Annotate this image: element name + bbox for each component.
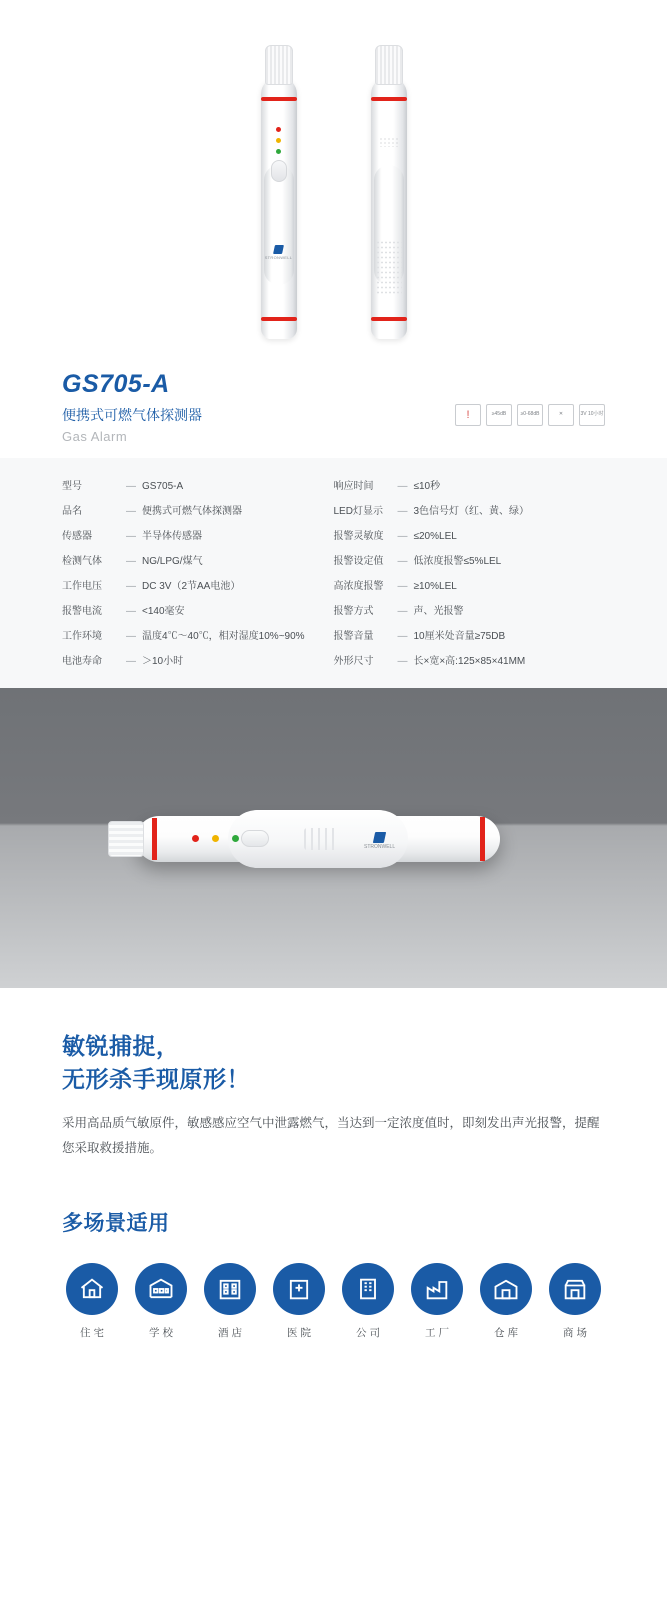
scene-label: 仓库: [494, 1326, 521, 1339]
spec-label: 报警电流: [62, 606, 102, 617]
led-red-icon: [192, 835, 199, 842]
spec-dash: —: [397, 556, 408, 567]
table-row: [62, 547, 334, 572]
table-row: [62, 472, 334, 497]
device-front-waist: [264, 165, 294, 285]
mall-icon: [549, 1263, 601, 1315]
table-row: [334, 572, 606, 597]
feature-heading-line1: 敏锐捕捉，: [62, 1033, 180, 1059]
spec-label: 报警设定值: [333, 556, 384, 567]
scene-item-school: [131, 1263, 191, 1340]
factory-icon: [411, 1263, 463, 1315]
table-row: [334, 597, 606, 622]
spec-value: 温度4℃～40℃，相对湿度10%~90%: [142, 631, 305, 642]
device-front-red-stripe-top: [261, 97, 297, 101]
hospital-icon: [273, 1263, 325, 1315]
spec-dash: —: [397, 631, 408, 642]
spec-label: 品名: [62, 506, 82, 517]
spec-value: ≤20%LEL: [413, 531, 457, 542]
scene-label: 公司: [356, 1326, 383, 1339]
spec-dash: —: [397, 656, 408, 667]
table-row: [334, 472, 606, 497]
product-name-en: Gas Alarm: [62, 429, 128, 444]
device-horizontal-power-button: [241, 830, 269, 847]
spec-label: 电池寿命: [62, 656, 102, 667]
spec-dash: —: [126, 506, 136, 517]
spec-label: 报警音量: [333, 631, 374, 642]
spec-column-right: [334, 472, 606, 672]
scene-list: [62, 1263, 605, 1340]
spec-dash: —: [397, 606, 408, 617]
device-front-logo: [265, 245, 293, 260]
led-red-icon: [276, 127, 281, 132]
spec-label: 外形尺寸: [333, 656, 374, 667]
spec-label: 报警灵敏度: [333, 531, 384, 542]
spec-value: GS705-A: [142, 481, 184, 492]
device-horizontal-logo: [364, 832, 395, 850]
speaker-icon: [379, 137, 399, 147]
device-power-button: [271, 160, 287, 182]
device-front-image: [249, 45, 309, 345]
led-yellow-icon: [276, 138, 281, 143]
cert-45db-badge: ≥45dB: [486, 404, 512, 426]
spec-dash: —: [126, 481, 136, 492]
table-row: [334, 547, 606, 572]
warning-icon: !: [455, 404, 481, 426]
scenes-heading: 多场景适用: [62, 1211, 170, 1235]
spec-value: 长×宽×高:125×85×41MM: [413, 656, 526, 667]
spec-value: 低浓度报警≤5%LEL: [413, 556, 502, 567]
office-icon: [342, 1263, 394, 1315]
hotel-icon: [204, 1263, 256, 1315]
table-row: [62, 622, 334, 647]
table-row: [62, 522, 334, 547]
cert-cross-icon: ✕: [548, 404, 574, 426]
table-row: [62, 497, 334, 522]
device-horizontal-vent-grill: [304, 828, 338, 850]
spec-dash: —: [126, 581, 136, 592]
scene-label: 工厂: [425, 1326, 452, 1339]
spec-dash: —: [126, 531, 136, 542]
hero-section: [0, 0, 667, 360]
device-images: [0, 45, 667, 345]
scene-item-company: [338, 1263, 398, 1340]
spec-dash: —: [126, 631, 136, 642]
device-back-red-stripe-bottom: [371, 317, 407, 321]
device-horizontal-leds: [192, 835, 239, 842]
spec-label: 传感器: [62, 531, 92, 542]
device-led-indicators: [276, 127, 281, 160]
device-horizontal-cap: [108, 821, 144, 857]
spec-value: 半导体传感器: [142, 531, 202, 542]
scene-label: 医院: [287, 1326, 314, 1339]
feature-section: [0, 988, 667, 1161]
device-back-red-stripe-top: [371, 97, 407, 101]
table-row: [62, 572, 334, 597]
device-back-image: [359, 45, 419, 345]
spec-value: NG/LPG/煤气: [142, 556, 203, 567]
spec-value: DC 3V（2节AA电池）: [142, 581, 241, 592]
cert-nondb-badge: ≥0-68dB: [517, 404, 543, 426]
spec-label: LED灯显示: [333, 506, 383, 517]
spec-value: ≤10秒: [413, 481, 441, 492]
spec-dash: —: [126, 606, 136, 617]
spec-value: <140毫安: [142, 606, 185, 617]
spec-value: 3色信号灯（红、黄、绿）: [413, 506, 530, 517]
scene-item-hotel: [200, 1263, 260, 1340]
specifications-table: [0, 458, 667, 688]
table-row: [62, 647, 334, 672]
spec-label: 报警方式: [333, 606, 374, 617]
led-green-icon: [276, 149, 281, 154]
spec-label: 型号: [62, 481, 82, 492]
scene-label: 商场: [563, 1326, 590, 1339]
device-back-cap: [375, 45, 403, 85]
scene-label: 酒店: [218, 1326, 245, 1339]
led-yellow-icon: [212, 835, 219, 842]
brand-mark-icon: [373, 832, 386, 843]
device-horizontal-red-stripe-right: [480, 817, 485, 861]
product-title-block: [0, 360, 667, 444]
house-icon: [66, 1263, 118, 1315]
scene-label: 学校: [149, 1326, 176, 1339]
warehouse-icon: [480, 1263, 532, 1315]
table-row: [334, 497, 606, 522]
table-row: [334, 647, 606, 672]
scenes-section: [0, 1161, 667, 1340]
device-horizontal-red-stripe-left: [152, 818, 157, 860]
spec-dash: —: [397, 481, 408, 492]
device-front-cap: [265, 45, 293, 85]
brand-mark-icon: [273, 245, 284, 254]
spec-label: 工作电压: [62, 581, 102, 592]
table-row: [62, 597, 334, 622]
device-front-red-stripe-bottom: [261, 317, 297, 321]
spec-value: 声、光报警: [413, 606, 464, 617]
device-back-vent-grill: [376, 240, 402, 296]
spec-value: ＞10小时: [142, 656, 184, 667]
spec-dash: —: [397, 531, 408, 542]
product-banner-section: [0, 688, 667, 988]
spec-dash: —: [397, 506, 408, 517]
scene-label: 住宅: [80, 1326, 107, 1339]
scene-item-mall: [545, 1263, 605, 1340]
scene-item-factory: [407, 1263, 467, 1340]
spec-label: 检测气体: [62, 556, 102, 567]
certification-badges: [455, 404, 605, 426]
spec-label: 工作环境: [62, 631, 102, 642]
spec-value: 10厘米处音量≥75DB: [413, 631, 506, 642]
spec-column-left: [62, 472, 334, 672]
led-green-icon: [232, 835, 239, 842]
table-row: [334, 522, 606, 547]
device-horizontal-image: [108, 808, 528, 870]
feature-body-text: 采用高品质气敏原件，敏感感应空气中泄露燃气，当达到一定浓度值时，即刻发出声光报警，提醒您采取救援措施。: [62, 1115, 600, 1155]
brand-text: STRONWELL: [364, 844, 396, 850]
brand-text: STRONWELL: [264, 255, 293, 260]
scene-item-warehouse: [476, 1263, 536, 1340]
feature-heading: [62, 1030, 605, 1097]
spec-dash: —: [126, 556, 136, 567]
scene-item-hospital: [269, 1263, 329, 1340]
spec-value: ≥10%LEL: [413, 581, 457, 592]
spec-dash: —: [397, 581, 408, 592]
product-model: GS705-A: [62, 370, 170, 398]
spec-label: 高浓度报警: [333, 581, 384, 592]
cert-battery-badge: 3V 10小时: [579, 404, 605, 426]
product-name-cn: 便携式可燃气体探测器: [62, 407, 202, 423]
school-icon: [135, 1263, 187, 1315]
spec-label: 响应时间: [333, 481, 374, 492]
spec-value: 便携式可燃气体探测器: [142, 506, 242, 517]
feature-heading-line2: 无形杀手现原形！: [62, 1066, 250, 1093]
table-row: [334, 622, 606, 647]
scene-item-residence: [62, 1263, 122, 1340]
spec-dash: —: [126, 656, 136, 667]
